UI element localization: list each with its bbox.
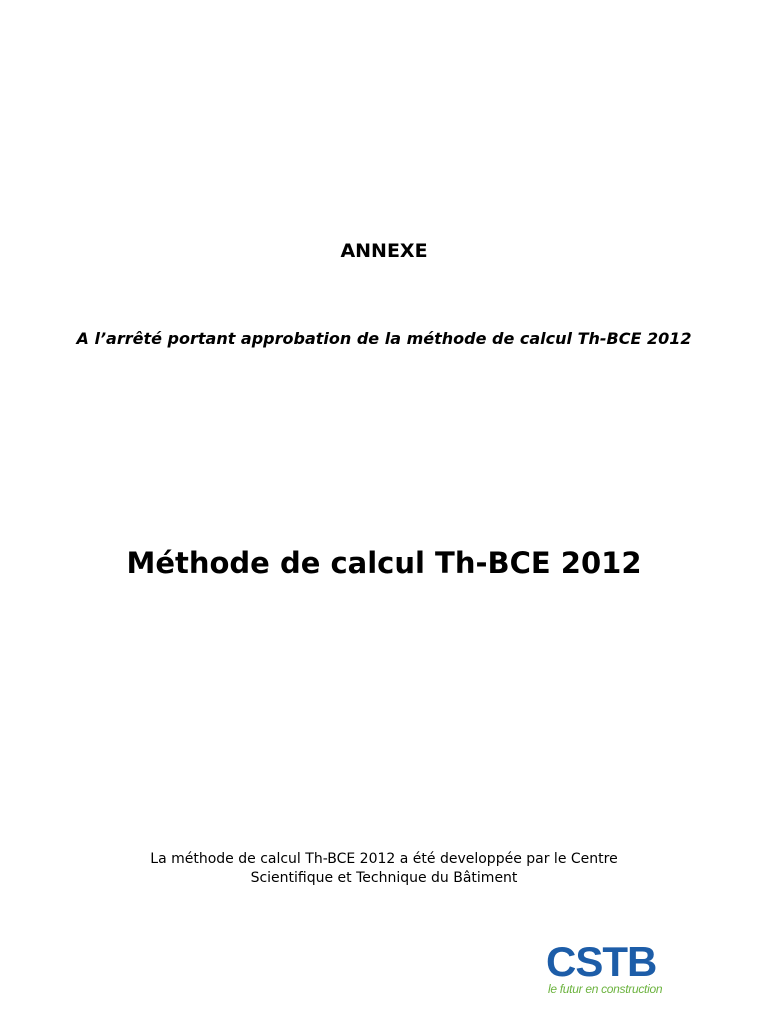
annexe-heading: ANNEXE: [340, 240, 428, 262]
logo-wordmark: CSTB: [546, 938, 657, 985]
credit-line-1: La méthode de calcul Th-BCE 2012 a été developpée par le Centre: [150, 851, 618, 867]
logo-tagline: le futur en construction: [548, 982, 663, 996]
credit-text: [0, 850, 768, 888]
credit-line-2: Scientifique et Technique du Bâtiment: [250, 870, 518, 886]
cstb-logo: [546, 938, 686, 1002]
document-title: Méthode de calcul Th-BCE 2012: [126, 546, 642, 580]
decree-subtitle: A l’arrêté portant approbation de la méthode de calcul Th-BCE 2012: [76, 329, 692, 348]
